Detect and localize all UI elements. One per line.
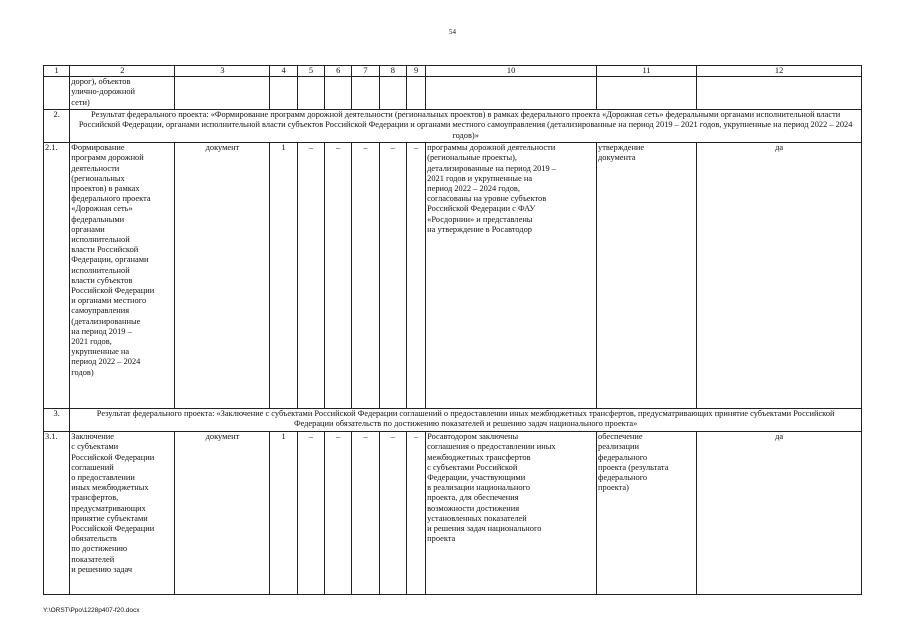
value-cell: – [352,432,379,595]
continuation-row [44,77,862,110]
header-cell: 2 [70,66,175,77]
table-cell [175,77,270,110]
footer-file-path: Y:\ORST\Ppo\1228p407-f20.docx [43,607,140,614]
header-cell: 5 [297,66,324,77]
item-name-cell: Формирование программ дорожной деятельности (региональных проектов) в рамках федерального проекта «Дорожная сеть» федеральными органами исполнительной власти Российской Федерации, органами исполнительной власти субъектов Российской Федерации и органами местного самоуправления (детализированные на период 2019 – 2021 годов, укрупненные на период 2022 – 2024 годов) [70,143,175,409]
value-cell: 1 [270,432,297,595]
header-cell: 11 [597,66,697,77]
table-row [44,432,862,595]
header-cell: 8 [379,66,406,77]
header-cell: 10 [426,66,597,77]
table-cell [270,77,297,110]
section-title: Результат федерального проекта: «Заключение с субъектами Российской Федерации соглашений о предоставлении иных межбюджетных трансфертов, предусматривающих принятие субъектами Российской Федерации обязательств по достижению показателей и решению задач национального проекта» [70,409,862,432]
header-cell: 3 [175,66,270,77]
item-name-cell: Заключение с субъектами Российской Федерации соглашений о предоставлении иных межбюджетных трансфертов, предусматривающих принятие субъектами Российской Федерации обязательств по достижению показателей и решению задач [70,432,175,595]
doc-type-cell: документ [175,432,270,595]
project-results-table [43,65,862,595]
value-cell: – [297,143,324,409]
section-row [44,110,862,143]
table-cell [325,77,352,110]
table-cell [297,77,324,110]
doc-type-cell: документ [175,143,270,409]
header-row [44,66,862,77]
table-cell [597,77,697,110]
row-number: 3.1. [44,432,70,595]
flag-cell: да [697,143,862,409]
table-cell [426,77,597,110]
result-cell: программы дорожной деятельности (региональные проекты), детализированные на период 2019 – 2021 годов и укрупненные на период 2022 – 2024 годов, согласованы на уровне субъектов Российской Федерации с ФАУ «Росдорнии» и представлены на утверждение в Росавтодор [426,143,597,409]
value-cell: – [352,143,379,409]
section-row [44,409,862,432]
value-cell: – [325,143,352,409]
row-number: 2.1. [44,143,70,409]
header-cell: 1 [44,66,70,77]
value-cell: – [297,432,324,595]
value-cell: – [406,143,425,409]
table-cell [352,77,379,110]
header-cell: 7 [352,66,379,77]
section-number: 3. [44,409,70,432]
value-cell: 1 [270,143,297,409]
table-cell [406,77,425,110]
table-cell [697,77,862,110]
header-cell: 4 [270,66,297,77]
item-name-cell: дорог), объектов улично-дорожной сети) [70,77,175,110]
header-cell: 6 [325,66,352,77]
table-row [44,143,862,409]
section-number: 2. [44,110,70,143]
result-cell: Росавтодором заключены соглашения о предоставлении иных межбюджетных трансфертов с субъектами Российской Федерации, участвующими в реализации национального проекта, для обеспечения возможности достижения установленных показателей и решения задач национального проекта [426,432,597,595]
header-cell: 9 [406,66,425,77]
value-cell: – [379,432,406,595]
table-cell [44,77,70,110]
value-cell: – [325,432,352,595]
control-cell: обеспечение реализации федерального проекта (результата федерального проекта) [597,432,697,595]
control-cell: утверждение документа [597,143,697,409]
flag-cell: да [697,432,862,595]
header-cell: 12 [697,66,862,77]
value-cell: – [406,432,425,595]
page-number: 54 [449,28,456,36]
table-cell [379,77,406,110]
section-title: Результат федерального проекта: «Формирование программ дорожной деятельности (региональных проектов) в рамках федерального проекта «Дорожная сеть» федеральными органами исполнительной власти Российской Федерации, органами исполнительной власти субъектов Российской Федерации и органами местного самоуправления (детализированные на период 2019 – 2021 годов, укрупненные на период 2022 – 2024 годов)» [70,110,862,143]
value-cell: – [379,143,406,409]
